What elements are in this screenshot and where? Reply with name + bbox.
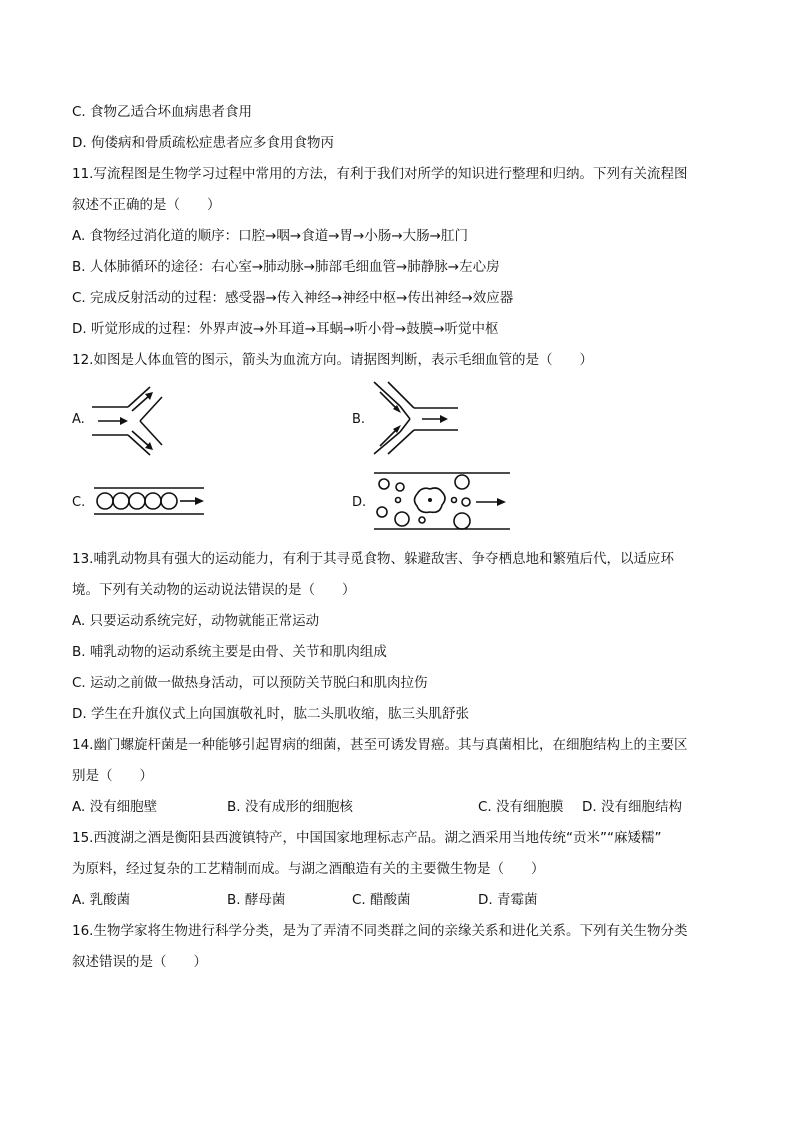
q13-option-a: A. 只要运动系统完好，动物就能正常运动 [72,613,320,629]
q12-stem: 12.如图是人体血管的图示，箭头为血流方向。请据图判断，表示毛细血管的是（ ） [72,352,593,368]
q13-stem-line-1: 13.哺乳动物具有强大的运动能力，有利于其寻觅食物、躲避敌害、争夺栖息地和繁殖后代，以适应环 [72,551,674,567]
q14-option-d: D. 没有细胞结构 [582,799,682,815]
q12-label-a: A. [72,412,85,427]
q12-figure-a-artery-branching [90,385,200,460]
q15-option-d: D. 青霉菌 [478,892,538,908]
q14-option-c: C. 没有细胞膜 [478,799,564,815]
q12-label-c: C. [72,495,86,510]
q15-option-b: B. 酵母菌 [227,892,286,908]
q16-stem-line-2: 叙述错误的是（ ） [72,954,207,970]
q14-option-b: B. 没有成形的细胞核 [227,799,353,815]
q11-stem-line-2: 叙述不正确的是（ ） [72,197,221,213]
q16-stem-line-1: 16.生物学家将生物进行科学分类，是为了弄清不同类群之间的亲缘关系和进化关系。下列有关生物分类 [72,923,688,939]
q15-stem-line-1: 15.西渡湖之酒是衡阳县西渡镇特产，中国国家地理标志产品。湖之酒采用当地传统“贡米”“麻矮糯” [72,830,662,846]
q11-option-d: D. 听觉形成的过程：外界声波→外耳道→耳蜗→听小骨→鼓膜→听觉中枢 [72,321,499,337]
q10-option-c: C. 食物乙适合坏血病患者食用 [72,104,253,120]
q11-option-a: A. 食物经过消化道的顺序：口腔→咽→食道→胃→小肠→大肠→肛门 [72,228,468,244]
q12-figure-d-vessel-with-blood-cells [372,470,512,532]
q13-option-b: B. 哺乳动物的运动系统主要是由骨、关节和肌肉组成 [72,644,387,660]
q12-label-b: B. [352,412,366,427]
q15-stem-line-2: 为原料，经过复杂的工艺精制而成。与湖之酒酿造有关的主要微生物是（ ） [72,861,545,877]
q14-stem-line-2: 别是（ ） [72,768,153,784]
q15-option-a: A. 乳酸菌 [72,892,131,908]
q11-option-b: B. 人体肺循环的途径：右心室→肺动脉→肺部毛细血管→肺静脉→左心房 [72,259,500,275]
q11-stem-line-1: 11.写流程图是生物学习过程中常用的方法，有利于我们对所学的知识进行整理和归纳。下列有关流程图 [72,166,688,182]
q13-stem-line-2: 境。下列有关动物的运动说法错误的是（ ） [72,582,356,598]
q14-option-a: A. 没有细胞壁 [72,799,158,815]
q13-option-d: D. 学生在升旗仪式上向国旗敬礼时，肱二头肌收缩，肱三头肌舒张 [72,706,469,722]
q13-option-c: C. 运动之前做一做热身活动，可以预防关节脱臼和肌肉拉伤 [72,675,428,691]
q12-label-d: D. [352,495,367,510]
q15-option-c: C. 醋酸菌 [352,892,411,908]
q12-figure-c-single-file-cells [92,484,207,518]
q14-stem-line-1: 14.幽门螺旋杆菌是一种能够引起胃病的细菌，甚至可诱发胃癌。其与真菌相比，在细胞结构上的主要区 [72,737,688,753]
q11-option-c: C. 完成反射活动的过程：感受器→传入神经→神经中枢→传出神经→效应器 [72,290,514,306]
q12-figure-b-vein-merging [372,380,462,458]
q10-option-d: D. 佝偻病和骨质疏松症患者应多食用食物丙 [72,135,334,151]
